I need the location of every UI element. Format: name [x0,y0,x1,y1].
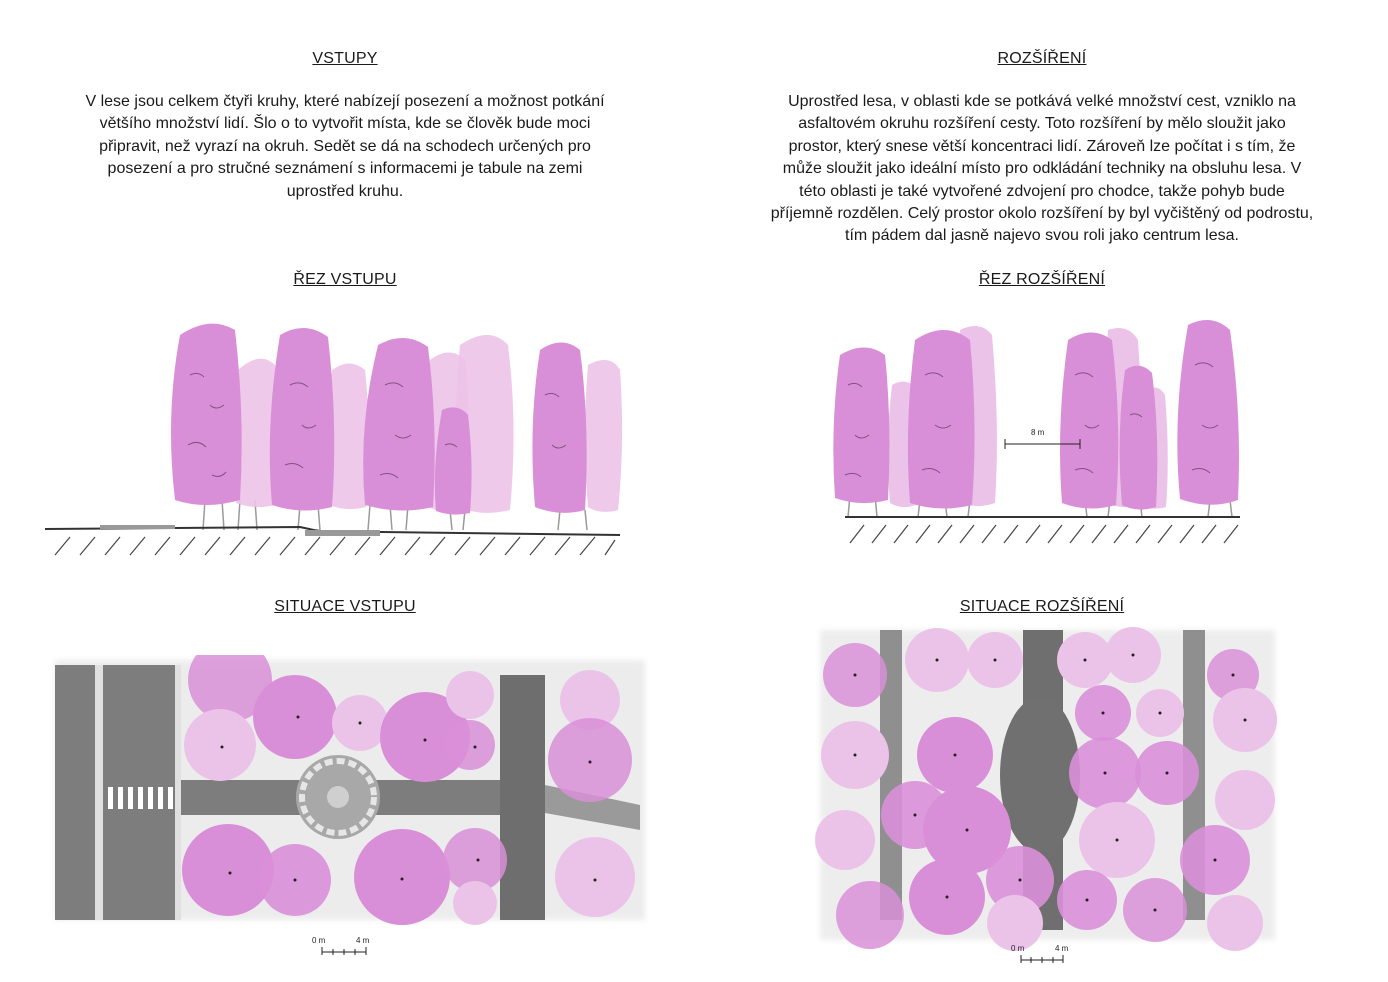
scale-start-label: 0 m [1011,944,1025,953]
paragraph-rozsireni: Uprostřed lesa, v oblasti kde se potkává velké množství cest, vzniklo na asfaltovém okruhu rozšíření cesty. Toto rozšíření by mělo sloužit jako prostor, který snese větší koncentraci lidí. Zároveň lze počítat i s tím, že může sloužit jako ideální místo pro odkládání techniky na obsluhu lesa. V této oblasti je také vytvořené zdvojení pro chodce, takže pohyb bude příjemně rozdělen. Celý prostor okolo rozšíření by byl vyčištěný od podrostu, tím pádem dal jasně najevo svou roli jako centrum lesa. [770,93,1314,245]
heading-situace-vstupu: SITUACE VSTUPU [274,598,416,615]
ground-line-right [845,517,1240,543]
scale-end-label: 4 m [1055,944,1069,953]
tree-group-left-section [171,324,622,530]
heading-situace-rozsireni: SITUACE ROZŠÍŘENÍ [959,598,1125,615]
scale-end-label: 4 m [356,936,370,945]
ground-line-left [45,525,620,555]
heading-rozsireni: ROZŠÍŘENÍ [997,50,1087,67]
heading-rez-rozsireni: ŘEZ ROZŠÍŘENÍ [978,271,1106,288]
tree-group-right-section [833,320,1239,517]
scale-bar-left [312,936,370,955]
paragraph-vstupy: V lese jsou celkem čtyři kruhy, které nabízejí posezení a možnost potkání většího množství lidí. Šlo o to vytvořit místa, kde se člověk bude moci připravit, než vyrazí na okruh. Sedět se dá na schodech určených pro posezení a pro stručné seznámení s informacemi je tabule na zemi uprostřed kruhu. [85,93,605,200]
dimension-label: 8 m [1031,428,1045,437]
heading-rez-vstupu: ŘEZ VSTUPU [293,271,397,288]
section-drawing-rozsireni [830,315,1250,550]
plan-drawing-rozsireni [815,625,1280,970]
plan-drawing-vstupu [50,655,650,965]
section-drawing-vstupu [40,315,630,565]
heading-vstupy: VSTUPY [312,50,378,67]
scale-bar-right [1011,944,1069,963]
scale-start-label: 0 m [312,936,326,945]
entry-circle [296,755,380,839]
